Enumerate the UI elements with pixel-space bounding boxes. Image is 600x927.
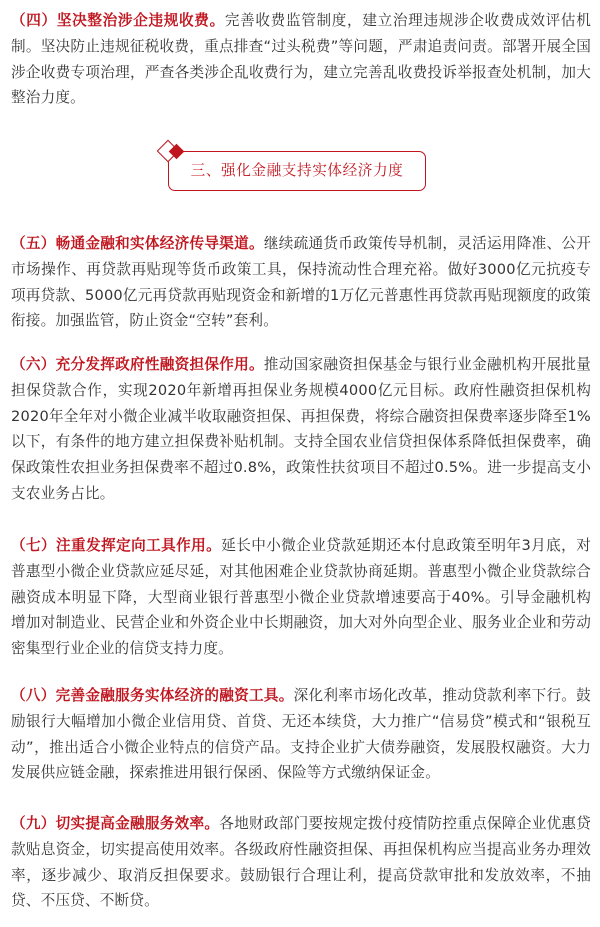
paragraph-8	[11, 683, 591, 786]
paragraph-body: 继续疏通货币政策传导机制，灵活运用降准、公开市场操作、再贷款再贴现等货币政策工具，保持流动性合理充裕。做好3000亿元抗疫专项再贷款、5000亿元再贷款再贴现资金和新增的1万亿元普惠性再贷款再贴现额度的政策衔接。加强监管，防止资金“空转”套利。	[11, 235, 592, 330]
paragraph-9	[11, 811, 591, 914]
paragraph-body: 深化利率市场化改革，推动贷款利率下行。鼓励银行大幅增加小微企业信用贷、首贷、无还本续贷，大力推广“信易贷”模式和“银税互动”，推出适合小微企业特点的信贷产品。支持企业扩大债券融资，发展股权融资。大力发展供应链金融，探索推进用银行保函、保险等方式缴纳保证金。	[11, 687, 591, 782]
paragraph-heading: （八）完善金融服务实体经济的融资工具。	[11, 687, 294, 704]
paragraph-heading: （六）充分发挥政府性融资担保作用。	[11, 356, 264, 373]
paragraph-heading: （五）畅通金融和实体经济传导渠道。	[11, 235, 264, 252]
paragraph-6	[11, 352, 591, 507]
paragraph-heading: （九）切实提高金融服务效率。	[11, 815, 220, 832]
section-heading-box	[168, 151, 426, 191]
paragraph-7	[11, 533, 591, 662]
paragraph-heading: （七）注重发挥定向工具作用。	[11, 537, 222, 554]
paragraph-heading: （四）坚决整治涉企违规收费。	[11, 12, 225, 29]
paragraph-5	[11, 231, 591, 334]
paragraph-4	[11, 8, 591, 111]
paragraph-body: 延长中小微企业贷款延期还本付息政策至明年3月底，对普惠型小微企业贷款应延尽延，对其他困难企业贷款协商延期。普惠型小微企业贷款综合融资成本明显下降，大型商业银行普惠型小微企业贷款增速要高于40%。引导金融机构增加对制造业、民营企业和外资企业中长期融资，加大对外向型企业、服务业企业和劳动密集型行业企业的信贷支持力度。	[11, 537, 591, 658]
section-title: 三、强化金融支持实体经济力度	[190, 162, 404, 179]
paragraph-body: 各地财政部门要按规定拨付疫情防控重点保障企业优惠贷款贴息资金，切实提高使用效率。各级政府性融资担保、再担保机构应当提高业务办理效率，逐步减少、取消反担保要求。鼓励银行合理让利，提高贷款审批和发放效率，不抽贷、不压贷、不断贷。	[11, 815, 591, 910]
paragraph-body: 推动国家融资担保基金与银行业金融机构开展批量担保贷款合作，实现2020年新增再担保业务规模4000亿元目标。政府性融资担保机构2020年全年对小微企业减半收取融资担保、再担保费，将综合融资担保费率逐步降至1%以下，有条件的地方建立担保费补贴机制。支持全国农业信贷担保体系降低担保费率，确保政策性农担业务担保费率不超过0.8%，政策性扶贫项目不超过0.5%。进一步提高支小支农业务占比。	[11, 356, 591, 502]
paragraph-body: 完善收费监管制度，建立治理违规涉企收费成效评估机制。坚决防止违规征税收费，重点排查“过头税费”等问题，严肃追责问责。部署开展全国涉企收费专项治理，严查各类涉企乱收费行为，建立完善乱收费投诉举报查处机制，加大整治力度。	[11, 12, 591, 107]
